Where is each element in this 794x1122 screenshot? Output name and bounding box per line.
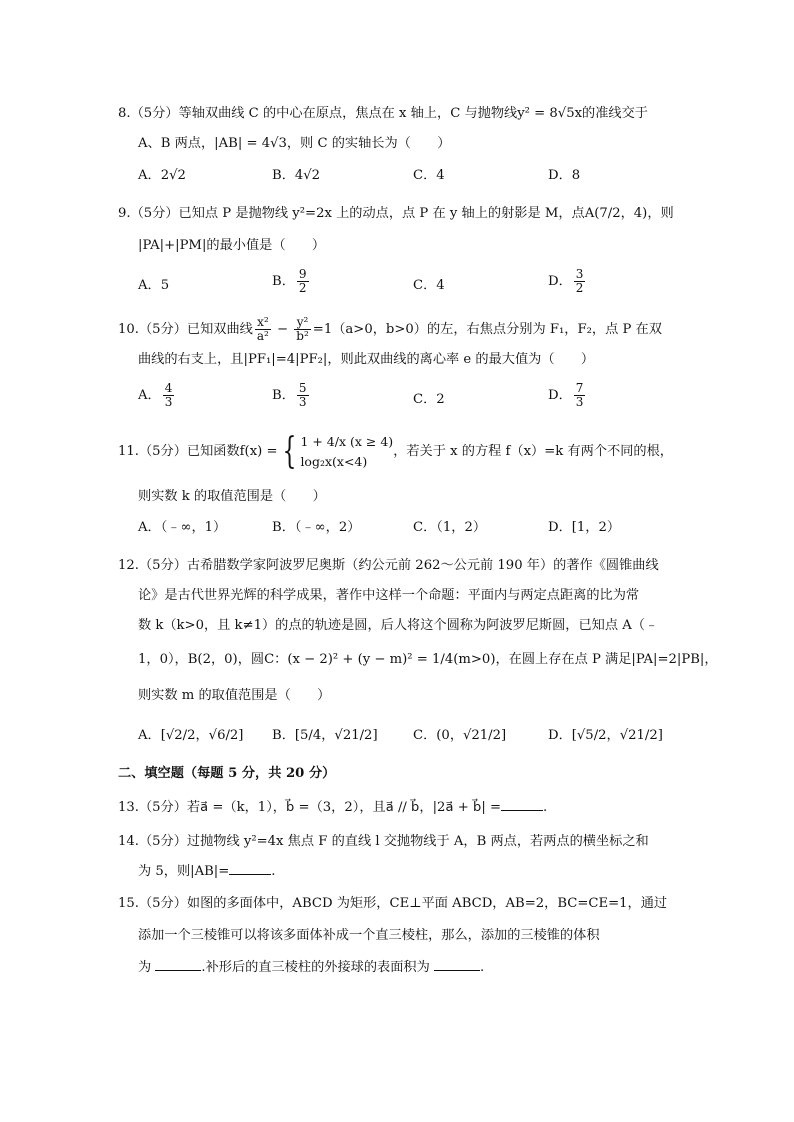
q10-a-numerator: 4 [164,381,173,395]
q15-stem-line1: 15.（5分）如图的多面体中，ABCD 为矩形，CE⊥平面 ABCD，AB=2，BC=CE=1，通过 [118,896,668,911]
q15-answer-blank-volume[interactable] [155,958,201,971]
q9-b-denominator: 2 [298,281,307,295]
q9-d-denominator: 2 [575,281,584,295]
q15-stem-line3: 为 .补形后的直三棱柱的外接球的表面积为 . [138,960,485,975]
q10-stem-line1: 10.（5分）已知双曲线 $\frac{\text{x²}}{\text{a²}}$ − $\frac{\text{y²}}{\text{b²}}$ =1（a>0，b>0）的左，右焦点分别为 F₁，F₂，点 P 在双 [118,315,662,343]
q9-stem-line1: 9.（5分）已知点 P 是抛物线 y²=2x 上的动点，点 P 在 y 轴上的射影是 M，点A(7/2，4)，则 [118,206,674,221]
q11-stem-line2: 则实数 k 的取值范围是（ ） [138,489,326,504]
q9-b-numerator: 9 [298,267,307,281]
q8-option-b[interactable]: B．4√2 [272,168,321,183]
q12-option-b[interactable]: B．[5/4，√21/2] [272,728,378,743]
q13-answer-blank[interactable] [501,798,543,811]
q10-option-d[interactable]: D． $\frac{7}{3}$ [548,381,584,409]
q9-option-c[interactable]: C．4 [413,278,445,293]
q11-option-a[interactable]: A．（﹣∞，1） [138,520,227,535]
q11-stem-line1: 11.（5分）已知函数f(x) = { 1 + 4/x (x ≥ 4) log₂x(x<4) ，若关于 x 的方程 f（x）=k 有两个不同的根， [118,431,673,472]
q8-option-a[interactable]: A．2√2 [138,168,186,183]
q14-stem-line2: 为 5，则|AB|= . [138,864,276,879]
section-fill-in-heading: 二、填空题（每题 5 分，共 20 分） [118,766,336,781]
q9-option-a[interactable]: A．5 [138,278,170,293]
q15-stem3-prefix: 为 [138,960,152,975]
q11-stem-prefix: 11.（5分）已知函数f(x) = [118,444,278,459]
q10-option-a[interactable]: A． $\frac{4}{3}$ [138,381,173,409]
q12-option-a[interactable]: A．[√2/2，√6/2] [138,728,244,743]
q11-option-b[interactable]: B．（﹣∞，2） [272,520,361,535]
q8-stem-line2: A、B 两点，|AB| = 4√3，则 C 的实轴长为（ ） [138,136,451,151]
q15-stem3-mid: .补形后的直三棱柱的外接球的表面积为 [201,960,430,975]
q8-option-d[interactable]: D．8 [548,168,581,183]
q8-stem-line1: 8.（5分）等轴双曲线 C 的中心在原点，焦点在 x 轴上，C 与抛物线y² = 8√5x的准线交于 [118,106,648,121]
q9-option-d[interactable]: D． $\frac{3}{2}$ [548,267,584,295]
q10-option-b[interactable]: B． $\frac{5}{3}$ [272,381,307,409]
q10-b-numerator: 5 [298,381,307,395]
q11-option-c[interactable]: C．（1，2） [413,520,487,535]
q13-stem-line: 13.（5分）若a⃗ =（k，1），b⃗ =（3，2），且a⃗ // b⃗，|2a⃗ + b⃗| = . [118,800,548,815]
q12-option-d[interactable]: D．[√5/2，√21/2] [548,728,663,743]
q12-stem-line3: 数 k（k>0，且 k≠1）的点的轨迹是圆，后人将这个圆称为阿波罗尼斯圆，已知点 A（﹣ [138,618,659,633]
q11-stem-suffix: ，若关于 x 的方程 f（x）=k 有两个不同的根， [393,444,673,459]
q12-stem-line4: 1，0），B(2，0)，圆C：(x − 2)² + (y − m)² = 1/4(m>0)，在圆上存在点 P 满足|PA|=2|PB|， [138,652,718,667]
q12-option-c[interactable]: C．(0，√21/2] [413,728,507,743]
q10-stem-prefix: 10.（5分）已知双曲线 [118,322,253,337]
q10-a-denominator: 3 [164,395,173,409]
q9-option-b[interactable]: B． $\frac{9}{2}$ [272,267,307,295]
q13-stem: 13.（5分）若a⃗ =（k，1），b⃗ =（3，2），且a⃗ // b⃗，|2a⃗ + b⃗| = [118,800,502,815]
q14-stem2: 为 5，则|AB|= [138,864,230,879]
q10-stem-suffix: =1（a>0，b>0）的左，右焦点分别为 F₁，F₂，点 P 在双 [312,322,662,337]
q11-option-d[interactable]: D．[1，2） [548,520,621,535]
q11-case2: log₂x(x<4) [300,454,368,469]
q15-stem-line2: 添加一个三棱锥可以将该多面体补成一个直三棱柱，那么，添加的三棱锥的体积 [138,928,600,943]
q9-stem-line2: |PA|+|PM|的最小值是（ ） [138,238,326,253]
q12-stem-line1: 12.（5分）古希腊数学家阿波罗尼奥斯（约公元前 262～公元前 190 年）的著作《圆锥曲线 [118,558,659,573]
q10-d-numerator: 7 [575,381,584,395]
q12-stem-line5: 则实数 m 的取值范围是（ ） [138,688,331,703]
q9-d-numerator: 3 [575,267,584,281]
q8-option-c[interactable]: C．4 [413,168,445,183]
q11-piecewise [300,432,393,472]
q10-b-denominator: 3 [298,395,307,409]
q10-d-denominator: 3 [575,395,584,409]
q14-answer-blank[interactable] [229,862,271,875]
q10-stem-line2: 曲线的右支上，且|PF₁|=4|PF₂|，则此双曲线的离心率 e 的最大值为（ ） [138,352,595,367]
q14-stem-line1: 14.（5分）过抛物线 y²=4x 焦点 F 的直线 l 交抛物线于 A，B 两点，若两点的横坐标之和 [118,834,649,849]
q11-case1: 1 + 4/x (x ≥ 4) [300,434,394,449]
q15-answer-blank-surface[interactable] [434,958,480,971]
q10-option-c[interactable]: C．2 [413,392,445,407]
q12-stem-line2: 论》是古代世界光辉的科学成果，著作中这样一个命题：平面内与两定点距离的比为常 [138,588,640,603]
